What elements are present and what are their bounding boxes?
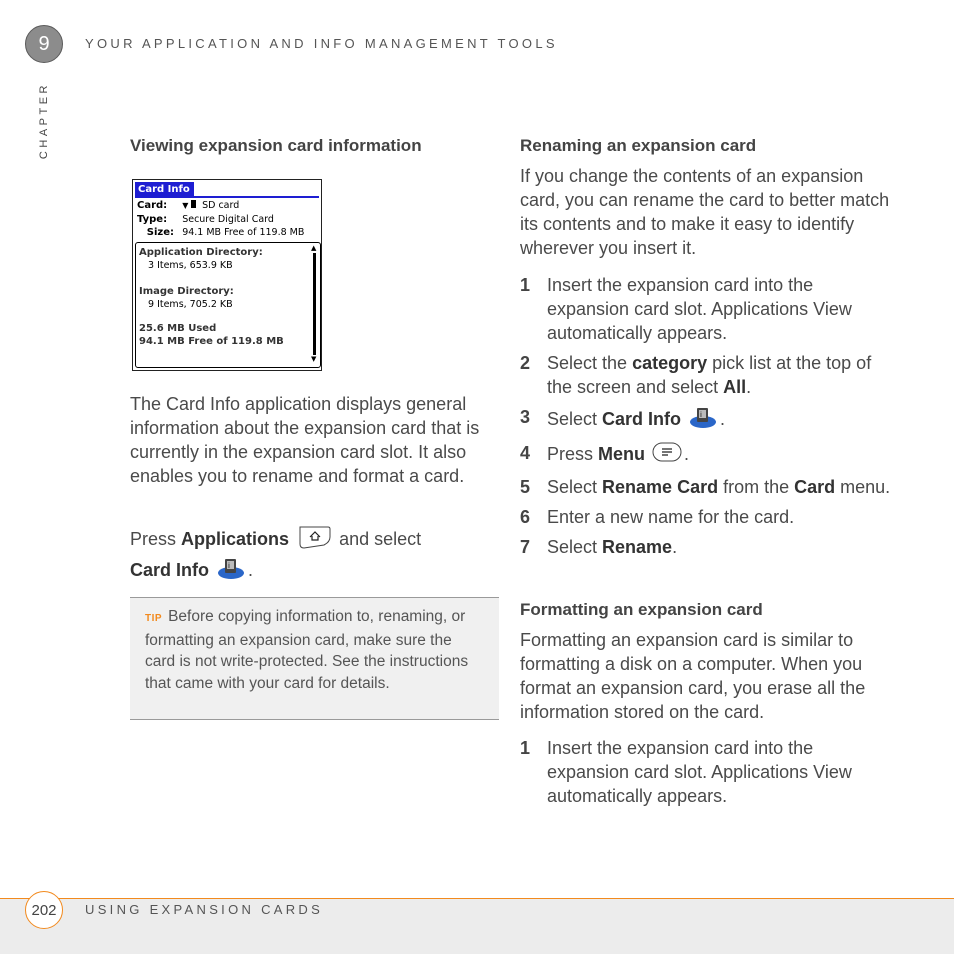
tip-box <box>130 597 499 720</box>
step-number: 7 <box>520 537 531 557</box>
sd-card-icon <box>191 200 196 208</box>
step-number: 6 <box>520 507 531 527</box>
step-text: Enter a new name for the card. <box>547 507 795 527</box>
step-text: Insert the expansion card into the expansion card slot. Applications View automatically appears. <box>547 275 852 343</box>
screenshot-type-row <box>137 214 274 226</box>
renaming-steps <box>520 273 892 559</box>
step-number: 1 <box>520 275 531 295</box>
screenshot-card-row <box>137 200 239 212</box>
screenshot-app-dir-value: 3 Items, 653.9 KB <box>148 260 233 271</box>
step-item <box>520 405 892 435</box>
step-bold: Card <box>794 477 836 497</box>
step-text: Select the <box>547 353 633 373</box>
step-text: Select <box>547 537 603 557</box>
step-number: 4 <box>520 443 531 463</box>
svg-text:i: i <box>700 411 702 419</box>
card-info-screenshot <box>132 179 322 371</box>
dropdown-arrow-icon: ▼ <box>182 201 191 210</box>
screenshot-card-label: Card: <box>137 200 168 211</box>
screenshot-size-label: Size: <box>146 227 174 238</box>
screenshot-used: 25.6 MB Used <box>139 323 217 334</box>
step-item <box>520 505 892 529</box>
step-text: Select <box>547 408 603 429</box>
card-info-label: Card Info <box>130 559 209 580</box>
screenshot-size-value: 94.1 MB Free of 119.8 MB <box>182 227 305 238</box>
step-bold: Menu <box>598 443 646 464</box>
step-text: . <box>684 443 690 464</box>
screenshot-img-dir-value: 9 Items, 705.2 KB <box>148 299 233 310</box>
menu-button-icon <box>652 441 682 469</box>
screenshot-type-label: Type: <box>137 214 168 225</box>
screenshot-title: Card Info <box>135 182 194 197</box>
running-footer-title: USING EXPANSION CARDS <box>85 902 324 917</box>
formatting-steps <box>520 736 892 808</box>
section-heading-formatting: Formatting an expansion card <box>520 600 763 619</box>
step-number: 5 <box>520 477 531 497</box>
card-info-app-icon <box>216 556 246 586</box>
screenshot-img-dir-label: Image Directory: <box>139 286 234 297</box>
renaming-intro: If you change the contents of an expansion card, you can rename the card to better match its contents and to make it easy to identify wherever you insert it. <box>520 166 890 258</box>
step-bold: Rename <box>602 537 673 557</box>
step-item <box>520 441 892 469</box>
step-text: . <box>746 377 752 397</box>
home-button-icon <box>296 524 332 556</box>
screenshot-title-rule <box>135 196 319 198</box>
step-text: pick list at the top of the screen and select <box>547 353 872 397</box>
step-text: from the <box>718 477 795 497</box>
step-number: 3 <box>520 407 531 427</box>
screenshot-details-box <box>135 242 321 368</box>
period-text: . <box>248 559 254 580</box>
chapter-vertical-label: CHAPTER <box>38 82 50 160</box>
step-number: 2 <box>520 353 531 373</box>
screenshot-free: 94.1 MB Free of 119.8 MB <box>139 336 284 347</box>
and-select-text: and select <box>339 528 422 549</box>
press-text: Press <box>130 528 177 549</box>
svg-text:i: i <box>228 562 230 570</box>
step-item <box>520 535 892 559</box>
page-number: 202 <box>31 901 57 919</box>
step-number: 1 <box>520 738 531 758</box>
step-text: Press <box>547 443 599 464</box>
section-heading-viewing: Viewing expansion card information <box>130 136 422 155</box>
step-bold: category <box>632 353 708 373</box>
screenshot-type-value: Secure Digital Card <box>182 214 274 225</box>
step-item <box>520 736 892 808</box>
chapter-number-badge <box>25 25 63 63</box>
step-text: . <box>720 408 726 429</box>
card-info-app-icon <box>688 405 718 435</box>
formatting-intro: Formatting an expansion card is similar to formatting a disk on a computer. When you format an expansion card, you erase all the information stored on the card. <box>520 630 866 722</box>
screenshot-card-value: SD card <box>202 200 240 211</box>
applications-label: Applications <box>181 528 290 549</box>
scroll-down-icon: ▼ <box>311 355 317 363</box>
step-item <box>520 351 892 399</box>
step-text: menu. <box>835 477 891 497</box>
step-bold: Rename Card <box>602 477 719 497</box>
tip-label: TIP <box>145 613 163 624</box>
running-header-title: YOUR APPLICATION AND INFO MANAGEMENT TOOLS <box>85 36 558 51</box>
card-info-description: The Card Info application displays general information about the expansion card that is currently in the expansion card slot. It also enables you to rename and format a card. <box>130 394 480 486</box>
step-item <box>520 273 892 345</box>
step-item <box>520 475 892 499</box>
scroll-thumb <box>313 253 316 355</box>
step-bold: Card Info <box>602 408 682 429</box>
screenshot-scrollbar <box>311 245 317 363</box>
section-heading-renaming: Renaming an expansion card <box>520 136 757 155</box>
step-text: . <box>672 537 678 557</box>
step-bold: All <box>723 377 747 397</box>
step-text: Select <box>547 477 603 497</box>
screenshot-size-row <box>137 227 304 239</box>
page-number-badge <box>25 891 63 929</box>
tip-text: Before copying information to, renaming, or formatting an expansion card, make sure the card is not write-protected. See the instructions that came with your card for details. <box>145 608 469 693</box>
step-text: Insert the expansion card into the expansion card slot. Applications View automatically appears. <box>547 738 852 806</box>
press-applications-instruction <box>130 524 500 586</box>
screenshot-app-dir-label: Application Directory: <box>139 247 263 258</box>
chapter-number: 9 <box>38 32 50 55</box>
scroll-up-icon: ▲ <box>311 244 317 252</box>
